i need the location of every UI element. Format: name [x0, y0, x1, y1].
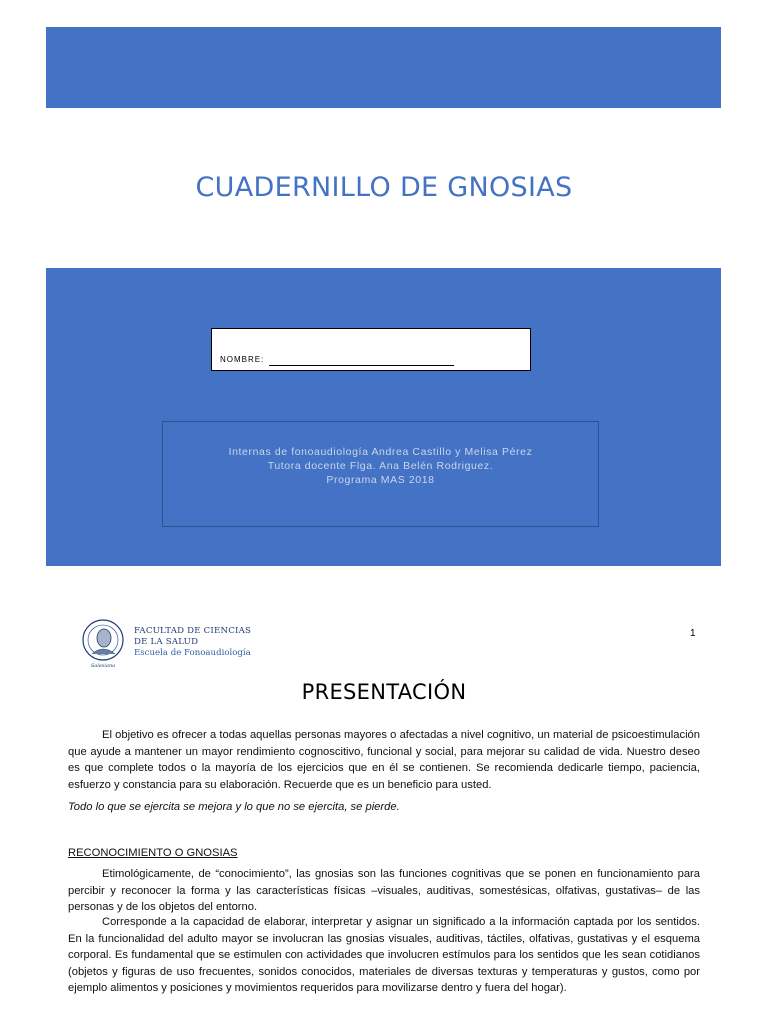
page-number: 1 — [690, 628, 696, 639]
credits-box — [162, 421, 599, 527]
university-seal-icon — [78, 618, 128, 668]
logo-line-school: Escuela de Fonoaudiología — [134, 648, 251, 658]
name-label: NOMBRE: — [220, 355, 265, 364]
cover-title: CUADERNILLO DE GNOSIAS — [195, 172, 573, 203]
gnosias-paragraph-2: Corresponde a la capacidad de elaborar, interpretar y asignar un significado a la información captada por los sentidos. En la funcionalidad del adulto mayor se involucran las gnosias visuales, auditivas, táctiles, olfativas, gustativas y el esquema corporal. Es fundamental que se estimulen con actividades que involucren estímulos para los sentidos que les sean cotidianos (objetos y figuras de uso frecuentes, sonidos conocidos, materiales de diversas texturas y temperaturas y gustos, como por ejemplo alimentos y posiciones y movimientos requeridos para movilizarse dentro y fuera del hogar). — [68, 916, 700, 994]
faculty-logo — [78, 614, 268, 668]
subheading-gnosias: RECONOCIMIENTO O GNOSIAS — [68, 847, 238, 859]
seal-caption: Salesiana — [90, 663, 116, 668]
logo-text — [134, 626, 251, 659]
name-box — [211, 328, 531, 371]
logo-line-health: DE LA SALUD — [134, 637, 199, 647]
name-input-line[interactable] — [269, 365, 454, 366]
intro-paragraph: El objetivo es ofrecer a todas aquellas personas mayores o afectadas a nivel cognitivo, un material de psicoestimulación que ayude a mantener un mayor rendimiento cognoscitivo, funcional y social, para mejorar su calidad de vida. Nuestro deseo es que complete todos o la mayoría de los ejercicios que en él se contienen. Se recomienda dedicarle tiempo, paciencia, esfuerzo y constancia para su elaboración. Recuerde que es un beneficio para usted. — [68, 729, 700, 791]
section-title: PRESENTACIÓN — [301, 680, 467, 704]
gnosias-paragraph-1: Etimológicamente, de “conocimiento”, las gnosias son las funciones cognitivas que se ponen en funcionamiento para percibir y reconocer la forma y las características físicas –visuales, auditivas, somestésicas, olfativas, gustativas– de las personas y de los objetos del entorno. — [68, 868, 700, 913]
quote-paragraph: Todo lo que se ejercita se mejora y lo que no se ejercita, se pierde. — [68, 801, 400, 813]
credits-line-tutor: Tutora docente Flga. Ana Belén Rodriguez. — [267, 460, 494, 472]
logo-line-faculty: FACULTAD DE CIENCIAS — [134, 626, 252, 636]
credits-line-interns: Internas de fonoaudiología Andrea Castillo y Melisa Pérez — [228, 446, 533, 458]
cover-top-band — [46, 27, 721, 108]
credits-line-program: Programa MAS 2018 — [326, 474, 435, 486]
